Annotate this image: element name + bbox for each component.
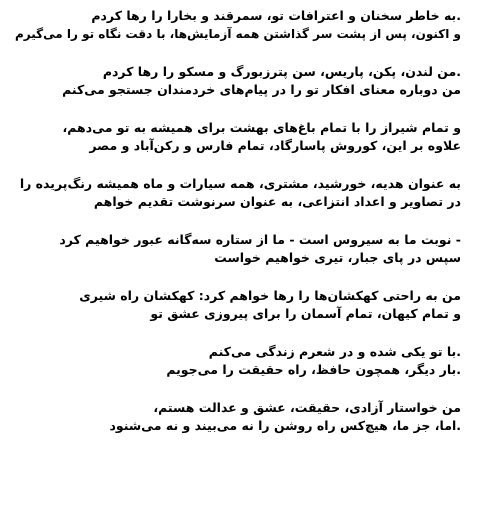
poem-line: .با تو یکی شده و در شعرم زندگی می‌کنم bbox=[208, 344, 461, 359]
poem-line: .من لندن، پکن، پاریس، سن پترزبورگ و مسکو را رها کردم bbox=[102, 64, 461, 79]
poem-line: به عنوان هدیه، خورشید، مشتری، همه سیارات و ماه همیشه رنگ‌پریده را bbox=[19, 176, 461, 191]
stanza-2 bbox=[14, 63, 461, 99]
poem-line: من خواستار آزادی، حقیقت، عشق و عدالت هستم، bbox=[153, 400, 461, 415]
stanza-4 bbox=[14, 175, 461, 211]
stanza-5 bbox=[14, 231, 461, 267]
stanza-7 bbox=[14, 343, 461, 379]
stanza-6 bbox=[14, 287, 461, 323]
stanza-3 bbox=[14, 119, 461, 155]
poem-line: من دوباره معنای افکار تو را در پیام‌های خردمندان جستجو می‌کنم bbox=[62, 82, 461, 97]
poem-line: .به خاطر سخنان و اعترافات تو، سمرقند و بخارا را رها کردم bbox=[91, 8, 461, 23]
poem-line: - نوبت ما به سیروس است - ما از ستاره سه‌گانه عبور خواهیم کرد bbox=[59, 232, 461, 247]
poem-line: و تمام کیهان، تمام آسمان را برای پیروزی عشق تو bbox=[150, 306, 461, 321]
poem-line: و اکنون، پس از پشت سر گذاشتن همه آزمایش‌ها، با دقت نگاه تو را می‌گیرم bbox=[15, 27, 461, 41]
stanza-1 bbox=[14, 7, 461, 43]
poem-line: .اما، جز ما، هیچ‌کس راه روشن را نه می‌بیند و نه می‌شنود bbox=[109, 418, 461, 433]
poem-line: در تصاویر و اعداد انتزاعی، به عنوان سرنوشت تقدیم خواهم bbox=[93, 194, 461, 209]
poem-line: سپس در پای جبار، تیری خواهیم خواست bbox=[214, 250, 461, 265]
poem-line: .بار دیگر، همچون حافظ، راه حقیقت را می‌جویم bbox=[166, 362, 461, 377]
poem-line: و تمام شیراز را با تمام باغ‌های بهشت برای همیشه به تو می‌دهم، bbox=[62, 120, 461, 135]
stanza-8 bbox=[14, 399, 461, 435]
poem-line: من به راحتی کهکشان‌ها را رها خواهم کرد: کهکشان راه شیری bbox=[79, 288, 461, 303]
poem-line: علاوه بر این، کوروش پاسارگاد، تمام فارس و رکن‌آباد و مصر bbox=[89, 138, 461, 153]
